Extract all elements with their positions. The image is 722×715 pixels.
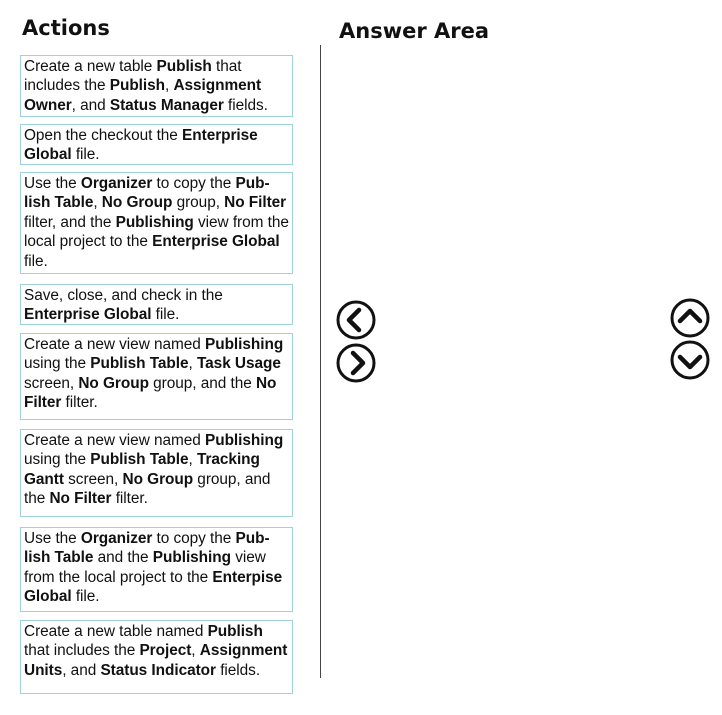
action-text-segment: that includes the: [24, 58, 242, 95]
action-text-segment: ,: [188, 355, 197, 373]
action-text: [24, 57, 292, 115]
chevron-left-circle-icon: [335, 299, 377, 341]
action-text-bold: Task Usage: [196, 355, 281, 373]
action-text-bold: Enterpise Global: [24, 568, 283, 606]
action-text-segment: Use the: [24, 175, 81, 192]
action-text-segment: using the: [24, 355, 91, 373]
action-text-segment: group, and the: [24, 470, 271, 508]
action-text-bold: Publish Table: [90, 355, 189, 373]
chevron-down-circle-icon: [669, 339, 711, 381]
action-text-segment: file.: [24, 252, 48, 270]
action-text-bold: Publishing: [152, 549, 231, 567]
action-text-segment: Use the: [24, 530, 81, 547]
action-text-bold: Assignment Units: [24, 642, 288, 679]
action-text: [24, 286, 292, 325]
action-text-segment: Create a new table named: [24, 623, 208, 640]
action-text-segment: Create a new view named: [24, 432, 206, 449]
action-item-3[interactable]: [20, 172, 293, 274]
action-text: [24, 174, 292, 271]
action-text-segment: Create a new table: [24, 58, 157, 75]
chevron-right-circle-icon: [335, 342, 377, 384]
action-text-segment: filter.: [61, 394, 98, 412]
action-text: [24, 431, 292, 509]
move-left-button[interactable]: [335, 299, 377, 341]
action-text-segment: using the: [24, 451, 91, 469]
action-text-segment: view from the local project to the: [24, 549, 266, 586]
answer-area-heading: Answer Area: [339, 19, 490, 43]
action-text-bold: No Filter: [24, 374, 277, 412]
actions-heading: Actions: [22, 16, 110, 40]
action-item-2[interactable]: [20, 124, 293, 165]
action-text-bold: Publish: [207, 623, 263, 640]
action-item-8[interactable]: [20, 620, 293, 694]
action-text-bold: Assignment Owner: [24, 77, 262, 114]
move-right-button[interactable]: [335, 342, 377, 384]
action-text-segment: Create a new view named: [24, 336, 206, 353]
action-item-5[interactable]: [20, 333, 293, 420]
action-text-segment: filter.: [111, 490, 148, 508]
action-text-bold: Status Indicator: [100, 661, 216, 679]
action-text-segment: filter, and the: [24, 213, 116, 231]
action-text-segment: fields.: [215, 661, 261, 679]
action-text-bold: Publishing: [205, 432, 284, 449]
action-text-segment: ,: [191, 642, 200, 660]
action-text-segment: Open the checkout the: [24, 127, 183, 144]
chevron-up-circle-icon: [669, 297, 711, 339]
action-text-bold: No Group: [78, 374, 149, 392]
action-text-bold: Enterprise Global: [24, 306, 152, 324]
action-text-bold: Enterprise Global: [152, 233, 280, 251]
action-text-segment: that includes the: [24, 642, 140, 660]
action-text-segment: to copy the: [152, 530, 236, 547]
action-item-7[interactable]: [20, 527, 293, 612]
action-text-bold: Tracking Gantt: [24, 451, 260, 488]
action-item-1[interactable]: [20, 55, 293, 117]
action-text-segment: fields.: [223, 96, 268, 114]
action-text-segment: group,: [172, 194, 225, 212]
action-text-segment: group, and the: [148, 374, 256, 392]
action-text: [24, 529, 292, 607]
action-text-bold: Organizer: [80, 175, 153, 192]
action-text-bold: Publishing: [205, 336, 284, 353]
action-text-segment: file.: [151, 306, 180, 324]
action-text-segment: file.: [71, 588, 100, 606]
action-text-bold: Pub-lish Table: [24, 175, 270, 212]
action-text-segment: ,: [165, 77, 174, 95]
action-text-segment: , and: [71, 96, 110, 114]
action-item-6[interactable]: [20, 429, 293, 517]
answer-area[interactable]: [330, 50, 660, 680]
action-text-segment: and the: [93, 549, 153, 567]
action-text-segment: view from the local project to the: [24, 213, 289, 251]
action-text-bold: Project: [139, 642, 192, 660]
action-text: [24, 622, 292, 680]
action-item-4[interactable]: [20, 284, 293, 325]
action-text-bold: Publish: [109, 77, 165, 95]
action-text-bold: Organizer: [80, 530, 153, 547]
action-text-bold: Pub-lish Table: [24, 530, 270, 567]
action-text-bold: Publishing: [115, 213, 194, 231]
action-text-bold: Enterprise Global: [24, 127, 258, 164]
action-text: [24, 126, 292, 165]
move-down-button[interactable]: [669, 339, 711, 381]
action-text-segment: , and: [62, 661, 101, 679]
action-text-bold: Publish: [156, 58, 212, 75]
action-text-bold: No Filter: [49, 490, 112, 508]
action-text-segment: Save, close, and check in the: [24, 287, 223, 304]
action-text-segment: ,: [93, 194, 102, 212]
action-text-segment: to copy the: [152, 175, 236, 192]
action-text-bold: No Filter: [224, 194, 287, 212]
action-text-bold: No Group: [122, 470, 194, 488]
action-text-bold: Status Manager: [109, 96, 224, 114]
panel-divider: [320, 45, 321, 678]
action-text-segment: ,: [188, 451, 197, 469]
move-up-button[interactable]: [669, 297, 711, 339]
action-text-segment: file.: [71, 146, 100, 164]
action-text-segment: screen,: [63, 470, 123, 488]
action-text-segment: screen,: [24, 374, 79, 392]
action-text-bold: No Group: [101, 194, 173, 212]
action-text: [24, 335, 292, 413]
action-text-bold: Publish Table: [90, 451, 189, 469]
